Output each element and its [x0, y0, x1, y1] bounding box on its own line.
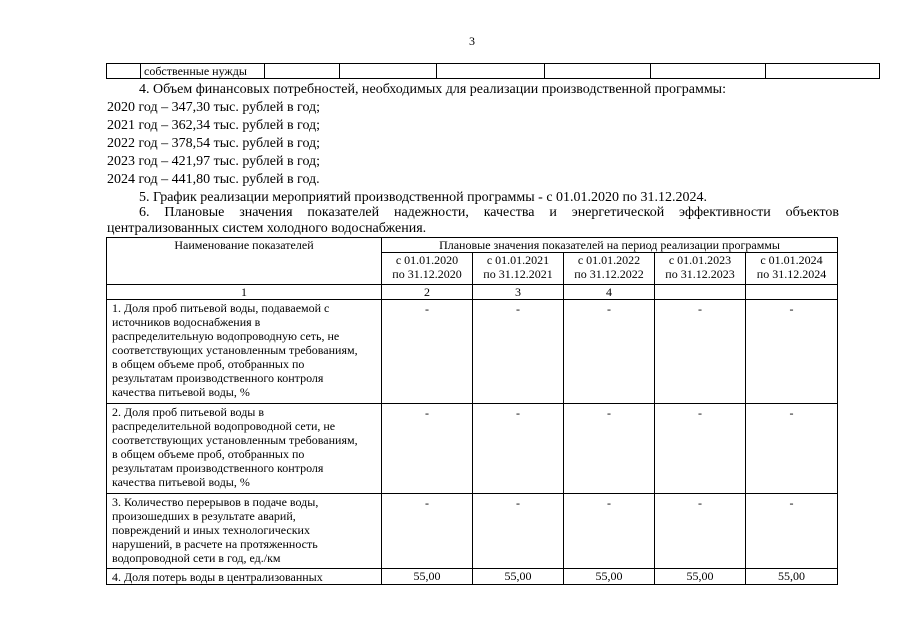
- table-cell: [437, 64, 545, 79]
- financing-2022: 2022 год – 378,54 тыс. рублей в год;: [107, 136, 321, 151]
- section-4-title: 4. Объем финансовых потребностей, необходимых для реализации производственной программы:: [139, 82, 726, 97]
- indicator-value: 55,00: [564, 569, 655, 585]
- continued-table: [106, 63, 880, 79]
- page-number: 3: [469, 34, 475, 48]
- indicator-value: -: [746, 404, 838, 494]
- table-cell: [107, 64, 141, 79]
- table-cell: [766, 64, 880, 79]
- indicator-value: -: [382, 300, 473, 404]
- header-period-2024: с 01.01.2024 по 31.12.2024: [746, 253, 838, 285]
- indicator-value: -: [473, 300, 564, 404]
- indicators-table: [106, 237, 838, 585]
- header-period-2021: с 01.01.2021 по 31.12.2021: [473, 253, 564, 285]
- financing-2020: 2020 год – 347,30 тыс. рублей в год;: [107, 100, 321, 115]
- header-period-2022: с 01.01.2022 по 31.12.2022: [564, 253, 655, 285]
- column-number: 3: [473, 285, 564, 300]
- numbering-row: [107, 285, 838, 300]
- header-indicator-name: Наименование показателей: [107, 238, 382, 285]
- indicator-value: 55,00: [473, 569, 564, 585]
- table-cell: [651, 64, 766, 79]
- header-period-2023: с 01.01.2023 по 31.12.2023: [655, 253, 746, 285]
- indicator-value: -: [655, 404, 746, 494]
- indicator-value: -: [564, 404, 655, 494]
- table-row: [107, 300, 838, 404]
- section-5-schedule: 5. График реализации мероприятий производственной программы - с 01.01.2020 по 31.12.2024.: [139, 190, 708, 205]
- indicator-name: 4. Доля потерь воды в централизованных: [107, 569, 382, 585]
- column-number: 4: [564, 285, 655, 300]
- table-cell: [340, 64, 437, 79]
- financing-2021: 2021 год – 362,34 тыс. рублей в год;: [107, 118, 321, 133]
- indicator-value: -: [655, 494, 746, 569]
- column-number: 2: [382, 285, 473, 300]
- indicator-value: -: [473, 494, 564, 569]
- indicator-value: 55,00: [655, 569, 746, 585]
- indicator-value: -: [473, 404, 564, 494]
- financing-2024: 2024 год – 441,80 тыс. рублей в год.: [107, 172, 320, 187]
- header-planned-values: Плановые значения показателей на период реализации программы: [382, 238, 838, 253]
- table-row: [107, 569, 838, 585]
- row-label-own-needs: собственные нужды: [141, 64, 265, 79]
- table-cell: [545, 64, 651, 79]
- indicator-value: -: [382, 494, 473, 569]
- indicator-value: -: [746, 300, 838, 404]
- financing-2023: 2023 год – 421,97 тыс. рублей в год;: [107, 154, 321, 169]
- indicator-value: -: [564, 494, 655, 569]
- table-row: [107, 64, 880, 79]
- table-row: [107, 404, 838, 494]
- header-row: [107, 238, 838, 253]
- indicator-value: -: [746, 494, 838, 569]
- table-row: [107, 494, 838, 569]
- header-period-2020: с 01.01.2020 по 31.12.2020: [382, 253, 473, 285]
- indicator-value: -: [564, 300, 655, 404]
- column-number: 1: [107, 285, 382, 300]
- indicator-name: 3. Количество перерывов в подаче воды, произошедших в результате аварий, повреждений и иных технологических нарушений, в расчете на протяженность водопроводной сети в год, ед./км: [107, 494, 382, 569]
- table-cell: [265, 64, 340, 79]
- column-number: [746, 285, 838, 300]
- indicator-value: -: [382, 404, 473, 494]
- indicator-value: 55,00: [382, 569, 473, 585]
- indicator-name: 1. Доля проб питьевой воды, подаваемой с источников водоснабжения в распределительную водопроводную сеть, не соответствующих установленным требованиям, в общем объеме проб, отобранных по результатам производственного контроля качества питьевой воды, %: [107, 300, 382, 404]
- indicator-value: 55,00: [746, 569, 838, 585]
- section-6-title: 6. Плановые значения показателей надежности, качества и энергетической эффективности объектов централизованных систем холодного водоснабжения.: [107, 205, 839, 236]
- column-number: [655, 285, 746, 300]
- indicator-name: 2. Доля проб питьевой воды в распределительной водопроводной сети, не соответствующих установленным требованиям, в общем объеме проб, отобранных по результатам производственного контроля качества питьевой воды, %: [107, 404, 382, 494]
- indicator-value: -: [655, 300, 746, 404]
